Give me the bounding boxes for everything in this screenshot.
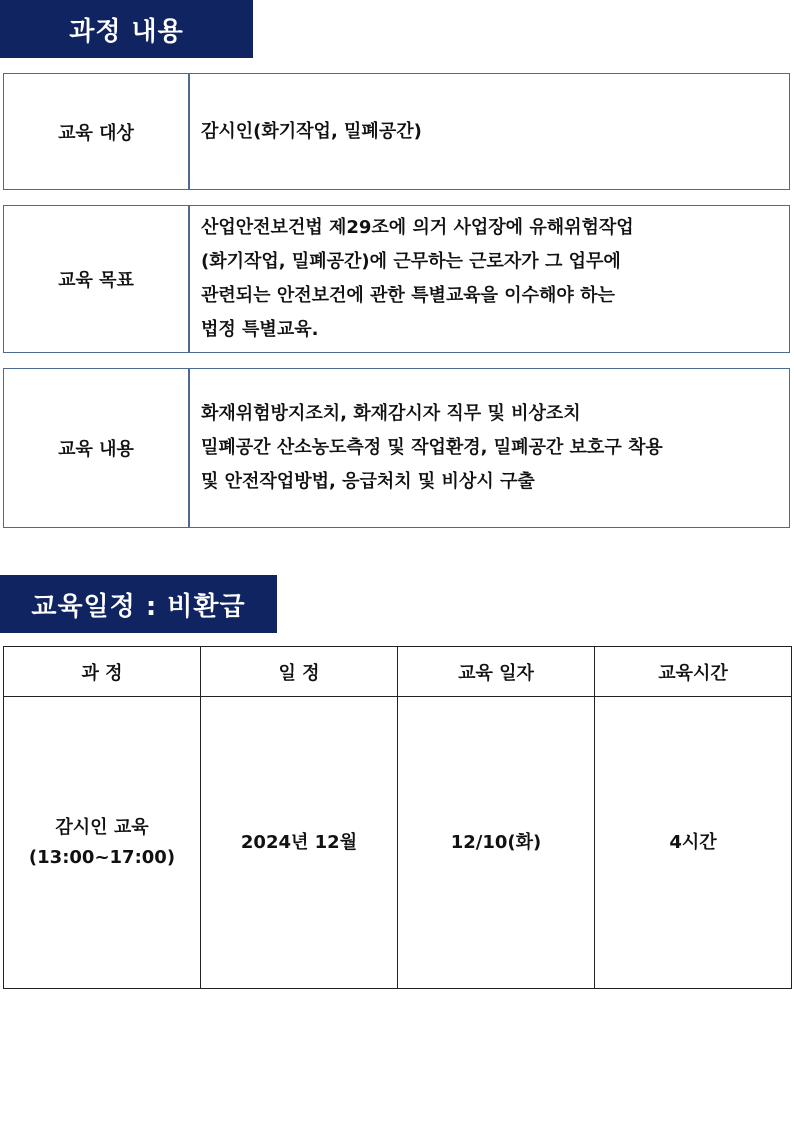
cell-course: [4, 697, 201, 989]
column-header-period: 일 정: [201, 647, 398, 697]
info-label-content: 교육 내용: [4, 369, 190, 527]
column-header-hours: 교육시간: [595, 647, 792, 697]
info-box-target: [3, 73, 790, 190]
info-line: 밀폐공간 산소농도측정 및 작업환경, 밀폐공간 보호구 착용: [201, 437, 663, 458]
info-box-content: [3, 368, 790, 528]
info-line: 화재위험방지조치, 화재감시자 직무 및 비상조치: [201, 403, 581, 424]
section-title-text: 과정 내용: [69, 16, 184, 47]
cell-period: 2024년 12월: [201, 697, 398, 989]
info-label-goal: 교육 목표: [4, 206, 190, 352]
column-header-date: 교육 일자: [398, 647, 595, 697]
section-title-text: 교육일정 : 비환급: [31, 591, 246, 622]
info-line: 및 안전작업방법, 응급처치 및 비상시 구출: [201, 471, 535, 492]
info-line: (화기작업, 밀폐공간)에 근무하는 근로자가 그 업무에: [201, 251, 621, 272]
info-value-content: [190, 369, 789, 527]
table-header-row: [4, 647, 792, 697]
info-line: 산업안전보건법 제29조에 의거 사업장에 유해위험작업: [201, 217, 634, 238]
cell-hours: 4시간: [595, 697, 792, 989]
course-time: (13:00~17:00): [28, 846, 176, 868]
info-line: 관련되는 안전보건에 관한 특별교육을 이수해야 하는: [201, 285, 615, 306]
section-title-course-content: [0, 0, 253, 58]
cell-date: 12/10(화): [398, 697, 595, 989]
info-label-target: 교육 대상: [4, 74, 190, 189]
info-value-goal: [190, 206, 789, 352]
schedule-table: [3, 646, 792, 989]
section-title-schedule: [0, 575, 277, 633]
info-box-goal: [3, 205, 790, 353]
info-line: 법정 특별교육.: [201, 319, 319, 340]
info-value-target: [190, 74, 789, 189]
course-name: 감시인 교육: [55, 816, 149, 838]
table-row: [4, 697, 792, 989]
column-header-course: 과 정: [4, 647, 201, 697]
info-line: 감시인(화기작업, 밀폐공간): [201, 120, 422, 142]
